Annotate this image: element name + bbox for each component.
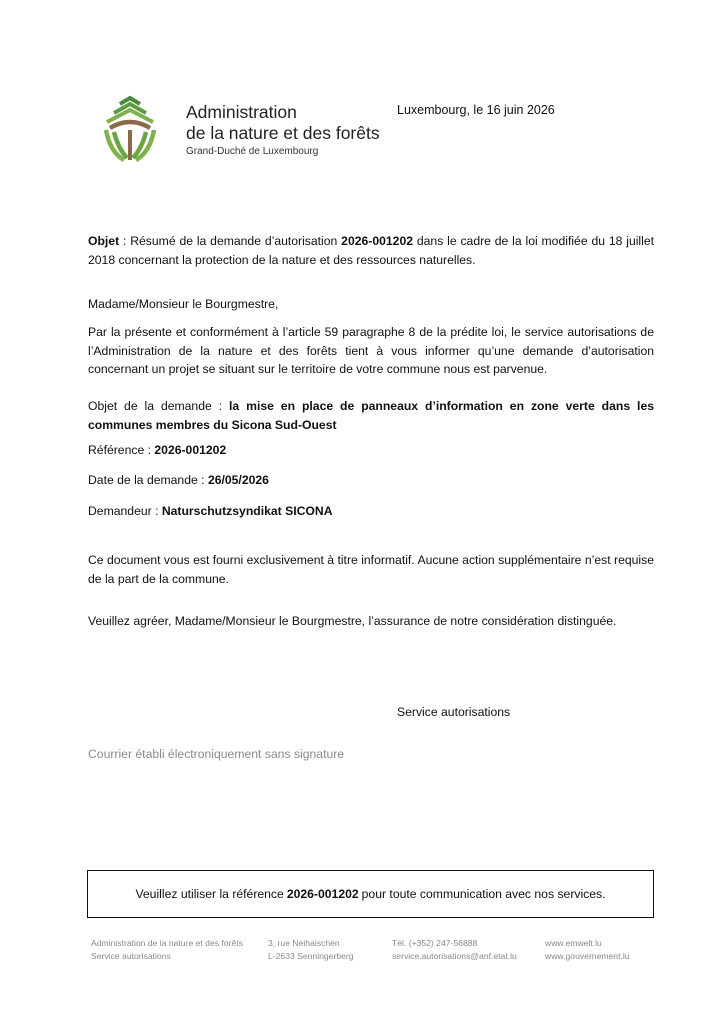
footer-email: service.autorisations@anf.etat.lu — [392, 951, 517, 961]
organization-name-line1: Administration — [186, 102, 297, 122]
reference-label: Référence : — [88, 443, 155, 457]
subject-text-2: dans le cadre de la loi modifiée du 18 juillet 2018 concernant la protection de la nature et des ressources naturelles. — [88, 234, 655, 267]
subject-reference: 2026-001202 — [341, 234, 414, 248]
footer-website-gouvernement: www.gouvernement.lu — [545, 951, 630, 961]
reference-value: 2026-001202 — [154, 443, 227, 457]
organization-name — [186, 102, 380, 144]
reference-box-text-1: Veuillez utiliser la référence — [135, 887, 284, 901]
footer-postcode-city: L-2633 Senningerberg — [268, 951, 354, 961]
organization-name-line2: de la nature et des forêts — [186, 123, 380, 143]
request-subject-value: la mise en place de panneaux d’information en zone verte dans les communes membres du Sicona Sud-Ouest — [88, 399, 654, 432]
reference-box-ref: 2026-001202 — [286, 887, 359, 901]
request-date-label: Date de la demande : — [88, 473, 208, 487]
footer-service-name: Service autorisations — [91, 951, 171, 961]
footer-websites — [545, 937, 630, 963]
footer-contact — [392, 937, 517, 963]
anf-logo-icon — [100, 94, 160, 164]
subject-text-1: : Résumé de la demande d’autorisation — [119, 234, 342, 248]
letter-date: Luxembourg, le 16 juin 2026 — [397, 103, 555, 117]
subject-label: Objet — [88, 234, 120, 248]
applicant-value: Naturschutzsyndikat SICONA — [161, 504, 333, 518]
request-date-line — [88, 471, 269, 489]
info-note-paragraph: Ce document vous est fourni exclusivement à titre informatif. Aucune action supplémentaire n’est requise de la part de la commune. — [88, 553, 654, 586]
request-subject-label: Objet de la demande : — [88, 399, 230, 413]
footer-phone: Tél. (+352) 247-56888 — [392, 938, 478, 948]
footer-website-emwelt: www.emwelt.lu — [545, 938, 602, 948]
signature-service: Service autorisations — [397, 705, 511, 719]
reference-line — [88, 441, 226, 459]
footer-org-name: Administration de la nature et des forêts — [91, 938, 243, 948]
intro-paragraph: Par la présente et conformément à l’article 59 paragraphe 8 de la prédite loi, le service autorisations de l’Administration de la nature et des forêts tient à vous informer qu’une demande d’autorisation concernant un projet se situant sur le territoire de votre commune nous est parvenue. — [88, 325, 654, 376]
organization-subtitle: Grand-Duché de Luxembourg — [186, 146, 319, 157]
footer-address-org — [91, 937, 243, 963]
reference-box — [87, 870, 654, 918]
salutation: Madame/Monsieur le Bourgmestre, — [88, 297, 279, 311]
applicant-line — [88, 502, 333, 520]
request-date-value: 26/05/2026 — [207, 473, 269, 487]
footer-street: 3, rue Neihaischen — [268, 938, 340, 948]
subject-paragraph — [88, 232, 654, 269]
footer-address-street — [268, 937, 354, 963]
electronic-signature-note: Courrier établi électroniquement sans signature — [88, 747, 345, 761]
reference-box-text-2: pour toute communication avec nos services. — [361, 887, 606, 901]
applicant-label: Demandeur : — [88, 504, 162, 518]
request-subject — [88, 397, 654, 434]
closing-formula: Veuillez agréer, Madame/Monsieur le Bourgmestre, l’assurance de notre considération distinguée. — [88, 614, 617, 628]
